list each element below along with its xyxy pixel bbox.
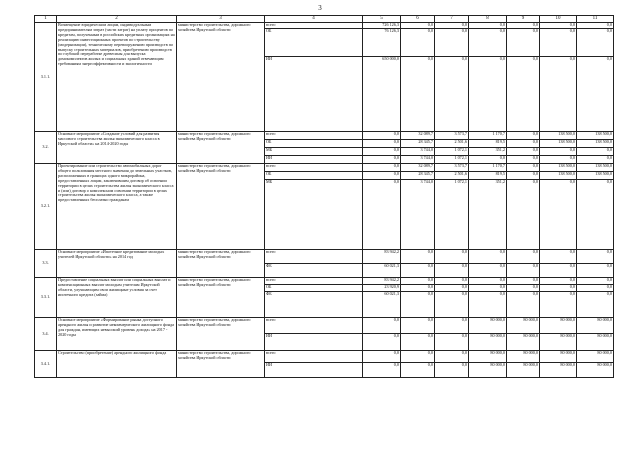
amount-cell: 0,0 <box>401 351 435 363</box>
amount-cell: 138 500,0 <box>540 140 577 148</box>
amount-cell: 0,0 <box>435 57 469 132</box>
amount-cell: 1 072,1 <box>435 148 469 156</box>
amount-cell: 0,0 <box>507 23 540 29</box>
amount-cell: 0,0 <box>507 156 540 164</box>
amount-cell: 138 500,0 <box>577 132 614 140</box>
row-number-cell: 3.4.1. <box>35 351 57 378</box>
amount-cell: 0,0 <box>540 29 577 57</box>
amount-cell: 80 000,0 <box>577 318 614 334</box>
amount-cell: 0,0 <box>577 264 614 278</box>
amount-cell: 0,0 <box>507 140 540 148</box>
amount-cell: 0,0 <box>540 23 577 29</box>
amount-cell: 0,0 <box>363 172 401 180</box>
responsible-cell: министерство строительства, дорожного хозяйства Иркутской области <box>177 164 265 250</box>
activity-name-cell: Основное мероприятие «Формирование рынка доступного арендного жилья и развитие некоммерческого жилищного фонда для граждан, имеющих невысокий уровень дохода» на 2017 - 2020 годы <box>57 318 177 351</box>
amount-cell: 0,0 <box>401 292 435 318</box>
amount-cell: 138 500,0 <box>577 140 614 148</box>
amount-cell: 0,0 <box>540 285 577 292</box>
amount-cell: 3 744,0 <box>401 148 435 156</box>
amount-cell: 80 000,0 <box>540 318 577 334</box>
amount-cell: 3 744,0 <box>401 180 435 250</box>
amount-cell: 0,0 <box>435 264 469 278</box>
amount-cell: 2 501,6 <box>435 140 469 148</box>
amount-cell: 0,0 <box>469 57 507 132</box>
amount-cell: 0,0 <box>435 351 469 363</box>
funding-source-cell: ОБ <box>265 172 363 180</box>
funding-source-cell: всего <box>265 250 363 264</box>
amount-cell: 80 000,0 <box>540 334 577 351</box>
amount-cell: 0,0 <box>507 264 540 278</box>
amount-cell: 0,0 <box>435 292 469 318</box>
funding-source-cell: ИИ <box>265 57 363 132</box>
amount-cell: 0,0 <box>540 292 577 318</box>
amount-cell: 0,0 <box>540 278 577 285</box>
amount-cell: 0,0 <box>577 292 614 318</box>
activity-name-cell: Строительство (приобретение) арендного жилищного фонда <box>57 351 177 378</box>
amount-cell: 0,0 <box>363 351 401 363</box>
amount-cell: 80 000,0 <box>540 363 577 378</box>
amount-cell: 0,0 <box>507 29 540 57</box>
amount-cell: 0,0 <box>507 172 540 180</box>
amount-cell: 0,0 <box>577 180 614 250</box>
row-number-cell: 3.2.1. <box>35 164 57 250</box>
funding-source-cell: ОБ <box>265 29 363 57</box>
amount-cell: 0,0 <box>401 363 435 378</box>
amount-cell: 0,0 <box>540 57 577 132</box>
amount-cell: 138 500,0 <box>577 172 614 180</box>
header-cell: 8 <box>469 16 507 23</box>
funding-source-cell: МБ <box>265 148 363 156</box>
row-number-cell: 3.2. <box>35 132 57 164</box>
amount-cell: 726 126,3 <box>363 23 401 29</box>
amount-cell: 80 000,0 <box>577 351 614 363</box>
amount-cell: 0,0 <box>577 278 614 285</box>
table-row <box>35 132 614 140</box>
funding-source-cell: ИИ <box>265 363 363 378</box>
amount-cell: 0,0 <box>577 29 614 57</box>
amount-cell: 0,0 <box>401 250 435 264</box>
amount-cell: 819,5 <box>469 140 507 148</box>
amount-cell: 0,0 <box>540 148 577 156</box>
funding-source-cell: всего <box>265 278 363 285</box>
amount-cell: 0,0 <box>401 285 435 292</box>
amount-cell: 0,0 <box>435 278 469 285</box>
responsible-cell: министерство строительства, дорожного хозяйства Иркутской области <box>177 351 265 378</box>
amount-cell: 0,0 <box>363 140 401 148</box>
amount-cell: 1 170,7 <box>469 164 507 172</box>
amount-cell: 0,0 <box>577 250 614 264</box>
amount-cell: 3 573,7 <box>435 132 469 140</box>
table-row <box>35 318 614 334</box>
amount-cell: 0,0 <box>577 23 614 29</box>
funding-source-cell: ИИ <box>265 334 363 351</box>
amount-cell: 80 000,0 <box>469 318 507 334</box>
row-number-cell: 3.4. <box>35 318 57 351</box>
amount-cell: 28 345,7 <box>401 172 435 180</box>
amount-cell: 0,0 <box>401 264 435 278</box>
header-cell: 5 <box>363 16 401 23</box>
amount-cell: 80 000,0 <box>469 363 507 378</box>
amount-cell: 0,0 <box>363 132 401 140</box>
row-number-cell: 3.3. <box>35 250 57 278</box>
funding-source-cell: всего <box>265 351 363 363</box>
amount-cell: 0,0 <box>469 156 507 164</box>
amount-cell: 0,0 <box>363 318 401 334</box>
table-row <box>35 278 614 285</box>
header-cell: 3 <box>177 16 265 23</box>
responsible-cell: министерство строительства, дорожного хозяйства Иркутской области <box>177 23 265 132</box>
amount-cell: 0,0 <box>363 180 401 250</box>
amount-cell: 1 072,1 <box>435 180 469 250</box>
amount-cell: 138 500,0 <box>540 172 577 180</box>
amount-cell: 0,0 <box>540 264 577 278</box>
amount-cell: 80 000,0 <box>507 334 540 351</box>
amount-cell: 23 920,9 <box>363 285 401 292</box>
amount-cell: 138 500,0 <box>540 132 577 140</box>
amount-cell: 80 000,0 <box>507 318 540 334</box>
amount-cell: 2 501,6 <box>435 172 469 180</box>
amount-cell: 0,0 <box>363 156 401 164</box>
amount-cell: 0,0 <box>540 180 577 250</box>
amount-cell: 0,0 <box>507 250 540 264</box>
amount-cell: 0,0 <box>507 180 540 250</box>
funding-source-cell: ИИ <box>265 156 363 164</box>
amount-cell: 80 000,0 <box>577 334 614 351</box>
amount-cell: 351,2 <box>469 180 507 250</box>
amount-cell: 819,5 <box>469 172 507 180</box>
amount-cell: 1 072,1 <box>435 156 469 164</box>
amount-cell: 0,0 <box>577 148 614 156</box>
amount-cell: 0,0 <box>507 57 540 132</box>
funding-source-cell: МБ <box>265 180 363 250</box>
amount-cell: 60 021,3 <box>363 292 401 318</box>
amount-cell: 650 000,0 <box>363 57 401 132</box>
amount-cell: 351,2 <box>469 148 507 156</box>
amount-cell: 0,0 <box>435 363 469 378</box>
responsible-cell: министерство строительства, дорожного хозяйства Иркутской области <box>177 278 265 318</box>
amount-cell: 0,0 <box>507 292 540 318</box>
header-cell: 7 <box>435 16 469 23</box>
page-number: 3 <box>318 4 322 12</box>
amount-cell: 80 000,0 <box>577 363 614 378</box>
amount-cell: 1 170,7 <box>469 132 507 140</box>
funding-source-cell: всего <box>265 132 363 140</box>
header-cell: 4 <box>265 16 363 23</box>
table-row <box>35 351 614 363</box>
table-row <box>35 250 614 264</box>
amount-cell: 32 089,7 <box>401 132 435 140</box>
amount-cell: 0,0 <box>401 23 435 29</box>
activity-name-cell: Предоставление социальных выплат или социальных выплат и компенсационных выплат молодым учителям Иркутской области, улучшающим свои жилищные условия за счет ипотечного кредита (займа) <box>57 278 177 318</box>
header-cell: 9 <box>507 16 540 23</box>
header-cell: 11 <box>577 16 614 23</box>
header-cell: 6 <box>401 16 435 23</box>
amount-cell: 0,0 <box>469 264 507 278</box>
responsible-cell: министерство строительства, дорожного хозяйства Иркутской области <box>177 132 265 164</box>
amount-cell: 0,0 <box>469 278 507 285</box>
amount-cell: 0,0 <box>435 29 469 57</box>
amount-cell: 0,0 <box>401 334 435 351</box>
amount-cell: 0,0 <box>507 285 540 292</box>
row-number-cell: 3.3.1. <box>35 278 57 318</box>
amount-cell: 80 000,0 <box>507 351 540 363</box>
amount-cell: 0,0 <box>363 334 401 351</box>
funding-source-cell: всего <box>265 164 363 172</box>
amount-cell: 0,0 <box>435 285 469 292</box>
activity-name-cell: Проектирование или строительство автомобильных дорог общего пользования местного значения до земельных участков, расположенных в границах одного микрорайона, предоставленных лицам, заключившим договор об освоении территории в целях строительства жилья экономического класса и (или) договор о комплексном освоении территории в целях строительства жилья экономического класса, а также предоставленных бесплатно гражданам <box>57 164 177 250</box>
header-cell: 2 <box>57 16 177 23</box>
amount-cell: 0,0 <box>469 292 507 318</box>
program-table <box>34 15 614 378</box>
amount-cell: 3 573,7 <box>435 164 469 172</box>
row-number-cell: 3.1.1. <box>35 23 57 132</box>
amount-cell: 0,0 <box>363 363 401 378</box>
amount-cell: 83 942,2 <box>363 278 401 285</box>
amount-cell: 0,0 <box>363 148 401 156</box>
amount-cell: 0,0 <box>469 23 507 29</box>
amount-cell: 0,0 <box>401 29 435 57</box>
funding-source-cell: ОБ <box>265 285 363 292</box>
amount-cell: 0,0 <box>577 57 614 132</box>
amount-cell: 0,0 <box>469 250 507 264</box>
amount-cell: 0,0 <box>435 250 469 264</box>
amount-cell: 0,0 <box>577 285 614 292</box>
amount-cell: 0,0 <box>401 318 435 334</box>
activity-name-cell: Основное мероприятие «Ипотечное кредитование молодых учителей Иркутской области» на 2014 год <box>57 250 177 278</box>
amount-cell: 0,0 <box>363 164 401 172</box>
amount-cell: 80 000,0 <box>469 351 507 363</box>
responsible-cell: министерство строительства, дорожного хозяйства Иркутской области <box>177 318 265 351</box>
header-cell: 10 <box>540 16 577 23</box>
amount-cell: 60 021,3 <box>363 264 401 278</box>
funding-source-cell: ОБ <box>265 140 363 148</box>
amount-cell: 3 744,0 <box>401 156 435 164</box>
amount-cell: 80 000,0 <box>540 351 577 363</box>
amount-cell: 0,0 <box>507 148 540 156</box>
amount-cell: 0,0 <box>577 156 614 164</box>
amount-cell: 0,0 <box>435 318 469 334</box>
amount-cell: 83 942,2 <box>363 250 401 264</box>
responsible-cell: министерство строительства, дорожного хозяйства Иркутской области <box>177 250 265 278</box>
amount-cell: 28 345,7 <box>401 140 435 148</box>
activity-name-cell: Основное мероприятие «Создание условий для развития массового строительства жилья экономического класса в Иркутской области» на 2014-2020 годы <box>57 132 177 164</box>
amount-cell: 32 089,7 <box>401 164 435 172</box>
amount-cell: 0,0 <box>435 334 469 351</box>
amount-cell: 138 500,0 <box>577 164 614 172</box>
amount-cell: 0,0 <box>469 285 507 292</box>
amount-cell: 0,0 <box>507 132 540 140</box>
amount-cell: 0,0 <box>507 164 540 172</box>
funding-source-cell: ФБ <box>265 264 363 278</box>
funding-source-cell: всего <box>265 318 363 334</box>
amount-cell: 0,0 <box>401 278 435 285</box>
amount-cell: 138 500,0 <box>540 164 577 172</box>
amount-cell: 0,0 <box>469 29 507 57</box>
table-row <box>35 164 614 172</box>
funding-source-cell: ФБ <box>265 292 363 318</box>
amount-cell: 0,0 <box>435 23 469 29</box>
funding-source-cell: всего <box>265 23 363 29</box>
amount-cell: 80 000,0 <box>469 334 507 351</box>
amount-cell: 80 000,0 <box>507 363 540 378</box>
amount-cell: 76 126,3 <box>363 29 401 57</box>
header-cell: 1 <box>35 16 57 23</box>
header-row <box>35 16 614 23</box>
amount-cell: 0,0 <box>507 278 540 285</box>
amount-cell: 0,0 <box>401 57 435 132</box>
amount-cell: 0,0 <box>540 250 577 264</box>
amount-cell: 0,0 <box>540 156 577 164</box>
activity-name-cell: Возмещение юридическим лицам, индивидуальным предпринимателям затрат (части затрат) на уплату процентов по кредитам, полученным в российских кредитных организациях на реализацию инвестиционных проектов по строительству (модернизации), техническому перевооружению производств по выпуску строительных материалов, приобретению производств по глубокой переработке древесины для выпуска домокомплектов жилых и социальных зданий отвечающим требованиям энергоэффективности и экологичности <box>57 23 177 132</box>
